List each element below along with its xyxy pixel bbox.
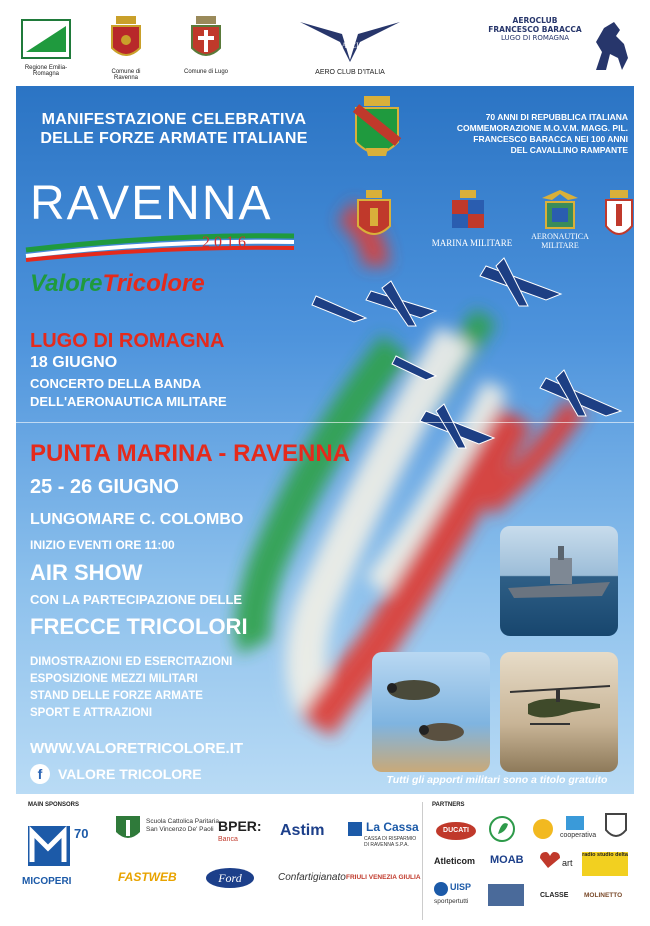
micoperi-logo-icon xyxy=(26,824,72,874)
aeronautica-label xyxy=(520,232,600,250)
lugo-place: LUGO DI ROMAGNA xyxy=(30,330,225,352)
moab-logo: MOAB xyxy=(490,854,524,866)
baracca-line1: AEROCLUB xyxy=(512,16,558,25)
anniversary-line1: 70 ANNI DI REPUBBLICA ITALIANA xyxy=(485,112,628,122)
military-crest xyxy=(348,94,406,168)
carabinieri-crest-icon xyxy=(604,188,634,244)
activities-list xyxy=(30,654,232,722)
anniversary-line2: COMMEMORAZIONE M.O.V.M. MAGG. PIL. xyxy=(456,123,628,133)
punta-start: INIZIO EVENTI ORE 11:00 xyxy=(30,538,175,552)
punta-location: LUNGOMARE C. COLOMBO xyxy=(30,511,244,528)
tricolore-swoosh-icon xyxy=(24,226,304,262)
regione-logo xyxy=(20,18,72,77)
website-link[interactable]: WWW.VALORETRICOLORE.IT xyxy=(30,740,244,757)
headline xyxy=(24,110,324,148)
facebook-icon[interactable]: f xyxy=(30,764,50,784)
slogan-valore: Valore xyxy=(30,270,103,297)
logo-strip xyxy=(0,0,650,86)
prancing-horse-icon xyxy=(588,18,634,74)
eagle-wings-icon xyxy=(298,18,402,64)
scuola-line1: Scuola Cattolica Paritaria xyxy=(146,818,219,825)
year: 2016 xyxy=(202,234,250,251)
headline-line1: MANIFESTAZIONE CELEBRATIVA xyxy=(41,111,307,128)
paratroopers-photo xyxy=(372,652,490,772)
participation-text: CON LA PARTECIPAZIONE DELLE xyxy=(30,592,243,607)
prancing-horse-logo xyxy=(588,18,634,74)
ravenna-caption: Comune di Ravenna xyxy=(111,69,141,81)
sponsors-divider xyxy=(422,802,423,920)
aeroclub-italia-logo xyxy=(298,18,402,80)
military-crest-icon xyxy=(348,94,406,168)
cooperativa-icon xyxy=(566,816,584,830)
warship-icon xyxy=(500,526,618,636)
aeroclub-italia-caption: AERO CLUB D'ITALIA xyxy=(315,69,385,76)
partner-sun-icon xyxy=(528,814,558,844)
armed-forces-crests xyxy=(352,188,632,254)
lugo-logo xyxy=(180,14,232,80)
uisp-icon xyxy=(434,882,448,896)
lugo-line1: CONCERTO DELLA BANDA xyxy=(30,376,202,391)
ducati-logo: DUCATI xyxy=(436,822,476,840)
partner-badge-icon xyxy=(488,884,524,906)
activity-item: SPORT E ATTRAZIONI xyxy=(30,707,153,719)
partner-leaf-icon xyxy=(488,814,516,844)
lacassa-logo: La Cassa xyxy=(366,820,419,834)
ravenna-title: RAVENNA xyxy=(30,177,273,230)
ravenna-logo xyxy=(100,14,152,80)
helicopter-photo xyxy=(500,652,618,772)
bper-sub: Banca xyxy=(218,836,238,843)
anniversary-note xyxy=(414,112,628,156)
airshow-title: AIR SHOW xyxy=(30,560,143,585)
slogan-tricolore: Tricolore xyxy=(102,270,205,297)
baracca-line3: LUGO DI ROMAGNA xyxy=(500,34,570,42)
uisp-sub: sportpertutti xyxy=(434,898,469,905)
esercito-crest-icon xyxy=(352,188,396,244)
anniversary-line4: DEL CAVALLINO RAMPANTE xyxy=(510,145,628,155)
slogan xyxy=(30,270,205,298)
section-divider xyxy=(16,422,634,423)
scuola-line2: San Vincenzo De' Paoli xyxy=(146,826,214,833)
lacassa-sub: CASSA DI RISPARMIO DI RAVENNA S.P.A. xyxy=(364,836,417,848)
aeronautica-crest-icon xyxy=(538,188,582,232)
partners-label: PARTNERS xyxy=(432,802,465,808)
regione-caption: Regione Emilia-Romagna xyxy=(24,65,68,77)
warship-photo xyxy=(500,526,618,636)
aeronautica-label-line1: AERONAUTICA xyxy=(531,232,589,241)
marina-crest-icon xyxy=(446,188,490,236)
main-sponsors-label: MAIN SPONSORS xyxy=(28,802,80,808)
cooperativa-label: cooperativa xyxy=(560,832,597,839)
molinetto-logo: MOLINETTO xyxy=(584,892,623,899)
gratuito-note: Tutti gli apporti militari sono a titolo gratuito xyxy=(386,774,608,786)
svg-text:art: art xyxy=(562,858,573,868)
ford-logo: Ford xyxy=(206,868,254,888)
atleticom-logo: Atleticom xyxy=(434,856,476,866)
classe-logo: CLASSE xyxy=(540,892,569,899)
partner-crest-icon xyxy=(604,810,628,844)
friuli-logo: FRIULI VENEZIA GIULIA xyxy=(346,874,421,881)
skydivers-icon xyxy=(372,652,490,772)
ravenna-crest-icon xyxy=(100,14,152,64)
radio-logo: radio studio delta xyxy=(582,852,628,876)
sponsors-area xyxy=(0,796,650,926)
headline-line2: DELLE FORZE ARMATE ITALIANE xyxy=(40,130,308,147)
micoperi-70: 70 xyxy=(74,826,89,841)
bper-logo: BPER: xyxy=(218,818,262,834)
uisp-logo: UISP xyxy=(450,882,472,892)
aeroclub-baracca-text xyxy=(474,16,596,64)
lacassa-icon xyxy=(348,822,362,836)
activity-item: STAND DELLE FORZE ARMATE xyxy=(30,690,203,702)
lugo-date: 18 GIUGNO xyxy=(30,354,118,371)
activity-item: ESPOSIZIONE MEZZI MILITARI xyxy=(30,673,198,685)
micoperi-label: MICOPERI xyxy=(22,876,72,887)
astim-logo: Astim xyxy=(280,822,325,839)
activity-item: DIMOSTRAZIONI ED ESERCITAZIONI xyxy=(30,656,233,668)
punta-date: 25 - 26 GIUGNO xyxy=(30,476,179,498)
helicopter-icon xyxy=(500,652,618,772)
frecce-title: FRECCE TRICOLORI xyxy=(30,614,248,639)
poster-panel xyxy=(16,86,634,794)
marina-label: MARINA MILITARE xyxy=(431,238,513,248)
lugo-crest-icon xyxy=(180,14,232,64)
anniversary-line3: FRANCESCO BARACCA NEI 100 ANNI xyxy=(473,134,628,144)
confartigianato-logo: Confartigianato xyxy=(278,872,346,883)
svg-text:AeCI: AeCI xyxy=(341,41,359,50)
regione-emblem-icon xyxy=(20,18,72,60)
lugo-line2: DELL'AERONAUTICA MILITARE xyxy=(30,394,227,409)
baracca-line2: FRANCESCO BARACCA xyxy=(488,25,582,34)
partner-heart-icon xyxy=(538,850,576,872)
lugo-caption: Comune di Lugo xyxy=(183,69,229,75)
scuola-text xyxy=(146,818,219,834)
facebook-link[interactable]: VALORE TRICOLORE xyxy=(58,766,202,782)
punta-place: PUNTA MARINA - RAVENNA xyxy=(30,440,350,467)
aeronautica-label-line2: MILITARE xyxy=(541,241,579,250)
fastweb-logo: FASTWEB xyxy=(118,870,177,884)
scuola-crest-icon xyxy=(114,814,142,844)
